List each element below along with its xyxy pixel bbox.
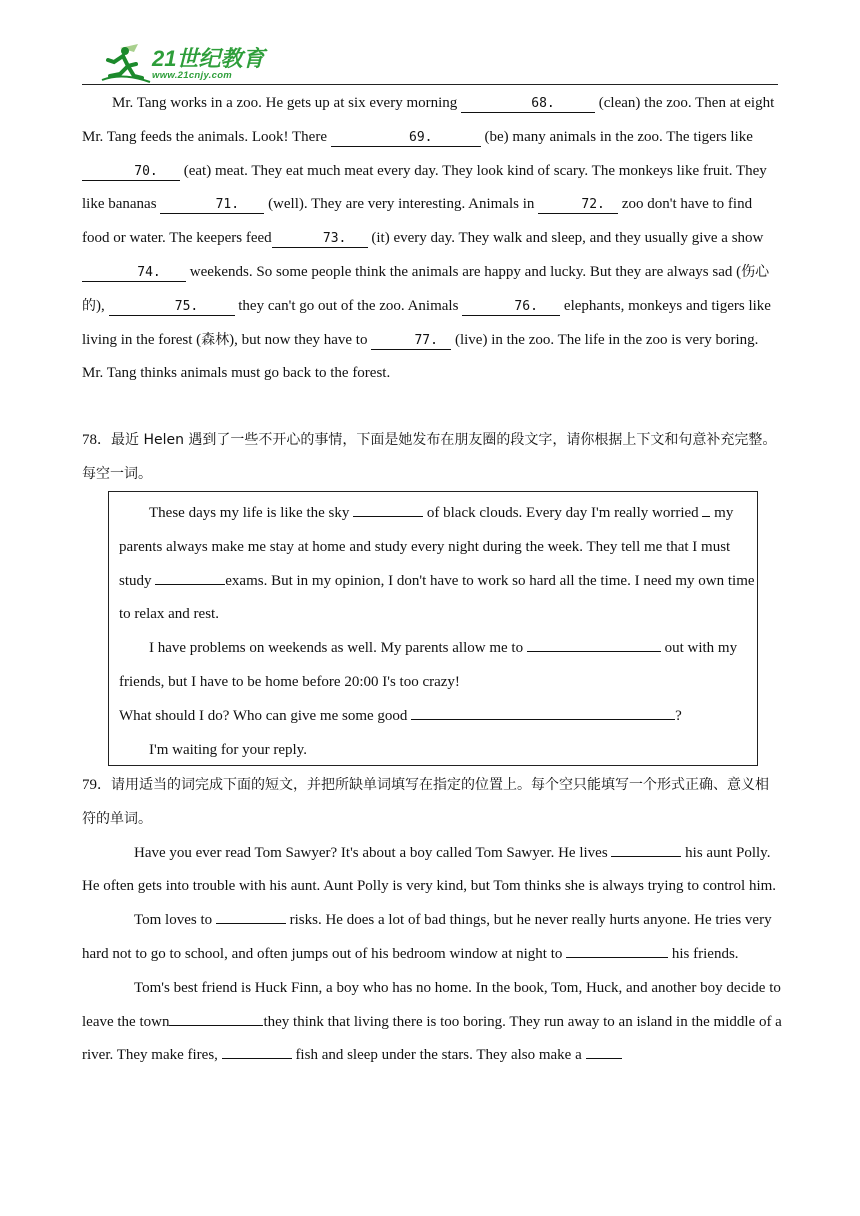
text-run: exams. But in my opinion, I don't have to work so hard all the time. I need my own time to relax and rest. (119, 572, 755, 623)
text-run: (eat) meat. They eat much meat every day. They look kind of scary. The monkeys like fruit. They like bananas (82, 162, 767, 213)
text-run: (it) every day. They walk and sleep, and they usually give a show (367, 230, 764, 247)
blank-68[interactable]: 68. (461, 96, 595, 113)
chinese-gloss-sad: 伤心的 (82, 263, 770, 314)
text-run: (clean) the zoo. Then at eight Mr. Tang feeds the animals. Look! There (82, 95, 775, 145)
blank-79-5[interactable] (222, 1042, 292, 1059)
text-run: Tom's best friend is Huck Finn, a boy who has no home. In the book, Tom, Huck, and another boy decide to leave the town (82, 979, 781, 1030)
text-run: my parents always make me stay at home and study every night during the week. They tell me that I must study (119, 505, 734, 589)
blank-79-6[interactable] (586, 1042, 622, 1059)
text-run: risks. He does a lot of bad things, but he never really hurts anyone. He tries very hard not to go to school, and often jumps out of his bedroom window at night to (82, 912, 772, 962)
question-78-instruction (82, 424, 782, 492)
text-run: I have problems on weekends as well. My parents allow me to (149, 640, 527, 657)
instruction-text: ．请用适当的词完成下面的短文，并把所缺单词填写在指定的位置上。每个空只能填写一个形式正确、意义相符的单词。 (82, 777, 769, 827)
text-run: What should I do? Who can give me some good (119, 707, 412, 724)
text-run: Tom loves to (134, 912, 216, 929)
blank-73[interactable]: 73. (272, 231, 368, 248)
question-79-instruction (82, 769, 782, 837)
passage-zoo-paragraph (82, 87, 782, 391)
instruction-text: ．最近 Helen 遇到了一些不开心的事情，下面是她发布在朋友圈的段文字，请你根据上下文和句意补充完整。每空一词。 (82, 432, 777, 482)
text-run: (live) in the zoo. The life in the zoo is very boring. Mr. Tang thinks animals must go back to the forest. (82, 331, 759, 382)
text-run: elephants, monkeys and tigers like living in the forest ( (82, 297, 771, 348)
text-run: they think that living there is too boring. They run away to an island in the middle of a river. They make fires, (82, 1013, 782, 1064)
blank-69[interactable]: 69. (331, 130, 481, 147)
text-run: zoo don't have to find food or water. The keepers feed (82, 196, 753, 247)
post-paragraph-3 (119, 700, 759, 734)
logo-url-text: www.21cnjy.com (152, 70, 233, 81)
tom-paragraph-3 (82, 972, 782, 1073)
text-run: they can't go out of the zoo. Animals (234, 297, 463, 314)
blank-79-4[interactable] (169, 1009, 263, 1026)
question-number: 78 (82, 432, 97, 448)
logo (98, 42, 265, 86)
blank-77[interactable]: 77. (371, 333, 451, 350)
chinese-gloss-forest: 森林 (201, 331, 230, 348)
tom-paragraph-1 (82, 837, 782, 905)
passage-zoo (82, 87, 782, 391)
blank-79-2[interactable] (216, 907, 286, 924)
text-run: ), (96, 297, 109, 314)
text-run: his friends. (668, 945, 739, 962)
text-run: out with my friends, but I have to be home before 20:00 I's too crazy! (119, 640, 738, 690)
question-78 (82, 424, 782, 492)
question-79 (82, 769, 782, 1073)
blank-70[interactable]: 70. (82, 164, 180, 181)
blank-75[interactable]: 75. (109, 299, 235, 316)
page-header (82, 38, 778, 85)
text-run: (well). They are very interesting. Animals in (264, 196, 539, 213)
running-man-logo-icon (98, 42, 154, 86)
text-run: Mr. Tang works in a zoo. He gets up at six every morning (112, 95, 462, 111)
text-run: These days my life is like the sky (149, 505, 354, 521)
blank-78-1[interactable] (353, 500, 423, 517)
helen-post-content (119, 497, 759, 767)
logo-text (152, 48, 264, 81)
text-run: ), but now they have to (229, 331, 372, 348)
blank-78-4[interactable] (527, 635, 661, 652)
tom-paragraph-2 (82, 904, 782, 972)
post-paragraph-2 (119, 632, 759, 700)
helen-post-box (108, 491, 758, 766)
blank-78-3[interactable] (155, 568, 225, 585)
logo-main-text: 21世纪教育 (152, 46, 265, 71)
blank-71[interactable]: 71. (160, 197, 264, 214)
question-number: 79 (82, 777, 97, 793)
post-paragraph-4: I'm waiting for your reply. (149, 741, 307, 758)
blank-79-3[interactable] (566, 941, 668, 958)
text-run: Have you ever read Tom Sawyer? It's about a boy called Tom Sawyer. He lives (134, 844, 612, 861)
blank-74[interactable]: 74. (82, 265, 186, 282)
text-run: (be) many animals in the zoo. The tigers like (480, 128, 753, 145)
post-paragraph-1 (119, 497, 759, 632)
text-run: ? (675, 707, 682, 724)
text-run: his aunt Polly. He often gets into trouble with his aunt. Aunt Polly is very kind, but Tom thinks she is always trying to control him. (82, 844, 777, 895)
text-run: fish and sleep under the stars. They also make a (291, 1047, 586, 1064)
blank-78-5[interactable] (411, 703, 675, 720)
blank-79-1[interactable] (611, 840, 681, 857)
blank-76[interactable]: 76. (462, 299, 560, 316)
text-run: of black clouds. Every day I'm really worried (423, 505, 703, 521)
blank-72[interactable]: 72. (538, 197, 618, 214)
text-run: weekends. So some people think the animals are happy and lucky. But they are always sad ( (186, 263, 742, 280)
